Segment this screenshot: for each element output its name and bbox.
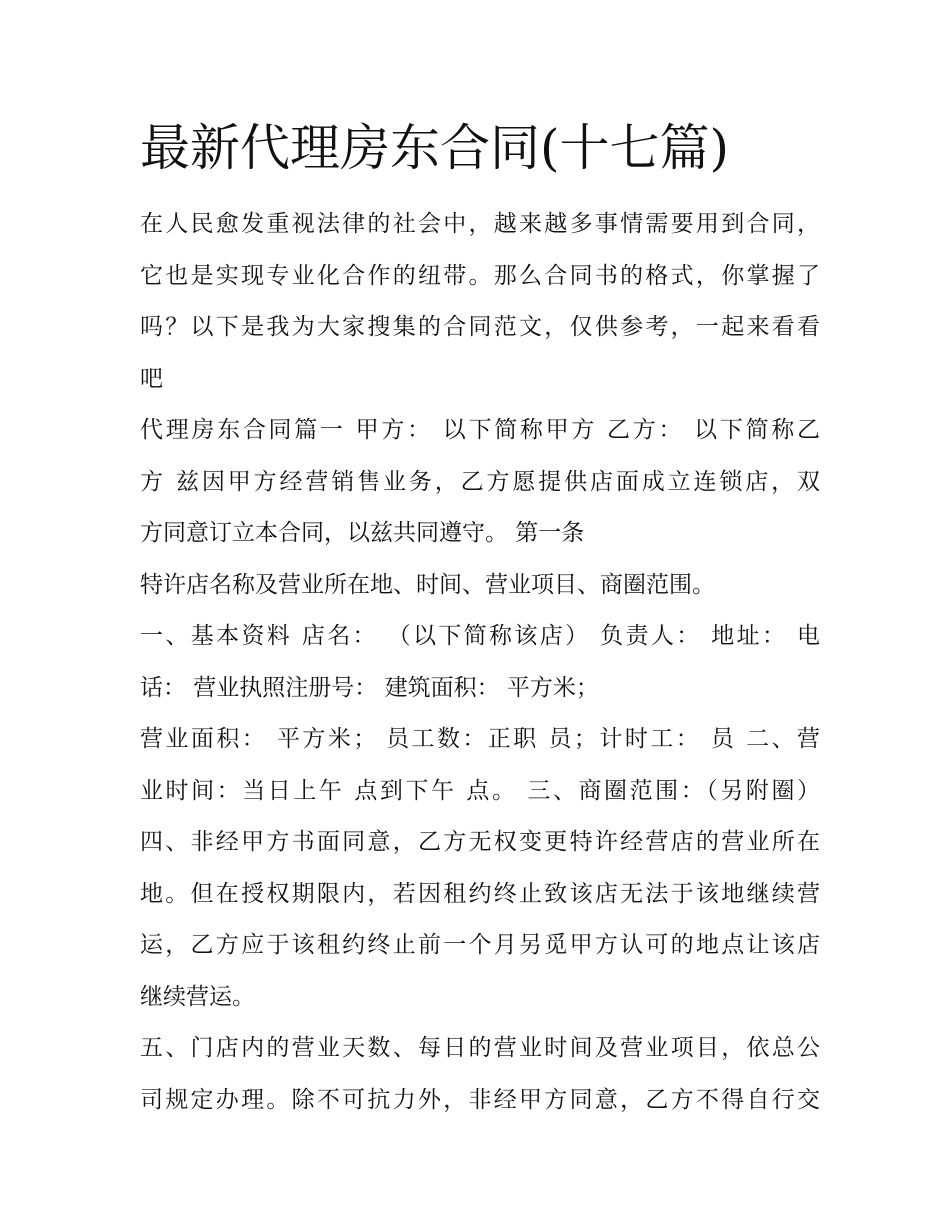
body-line: 方同意订立本合同，以兹共同遵守。 第一条 <box>140 520 585 546</box>
body-line: 营业面积： 平方米； 员工数：正职 员；计时工： 员 二、营 <box>140 726 820 752</box>
body-line: 地。但在授权期限内，若因租约终止致该店无法于该地继续营 <box>140 880 820 907</box>
body-line: 四、非经甲方书面同意，乙方无权变更特许经营店的营业所在 <box>140 829 820 855</box>
body-line: 吗？以下是我为大家搜集的合同范文，仅供参考，一起来看看 <box>140 314 820 340</box>
document-title: 最新代理房东合同(十七篇) <box>140 119 730 177</box>
body-line: 继续营运。 <box>140 983 255 1010</box>
body-line: 在人民愈发重视法律的社会中，越来越多事情需要用到合同， <box>140 211 820 237</box>
body-line: 运，乙方应于该租约终止前一个月另觅甲方认可的地点让该店 <box>140 932 820 958</box>
body-line: 一、基本资料 店名： （以下简称该店） 负责人： 地址： 电 <box>140 623 820 649</box>
body-line: 它也是实现专业化合作的纽带。那么合同书的格式，你掌握了 <box>140 262 820 289</box>
body-line: 话： 营业执照注册号： 建筑面积： 平方米； <box>140 674 599 701</box>
body-line: 方 兹因甲方经营销售业务，乙方愿提供店面成立连锁店，双 <box>140 468 820 495</box>
body-line: 司规定办理。除不可抗力外，非经甲方同意，乙方不得自行交 <box>140 1086 820 1113</box>
body-line: 吧 <box>140 365 163 392</box>
body-line: 特许店名称及营业所在地、时间、营业项目、商圈范围。 <box>140 571 715 598</box>
document-body <box>140 199 820 1126</box>
body-line: 业时间：当日上午 点到下午 点。 三、商圈范围：（另附圈） <box>140 777 820 804</box>
body-line: 代理房东合同篇一 甲方： 以下简称甲方 乙方： 以下简称乙 <box>140 417 820 443</box>
body-line: 五、门店内的营业天数、每日的营业时间及营业项目，依总公 <box>140 1035 820 1061</box>
